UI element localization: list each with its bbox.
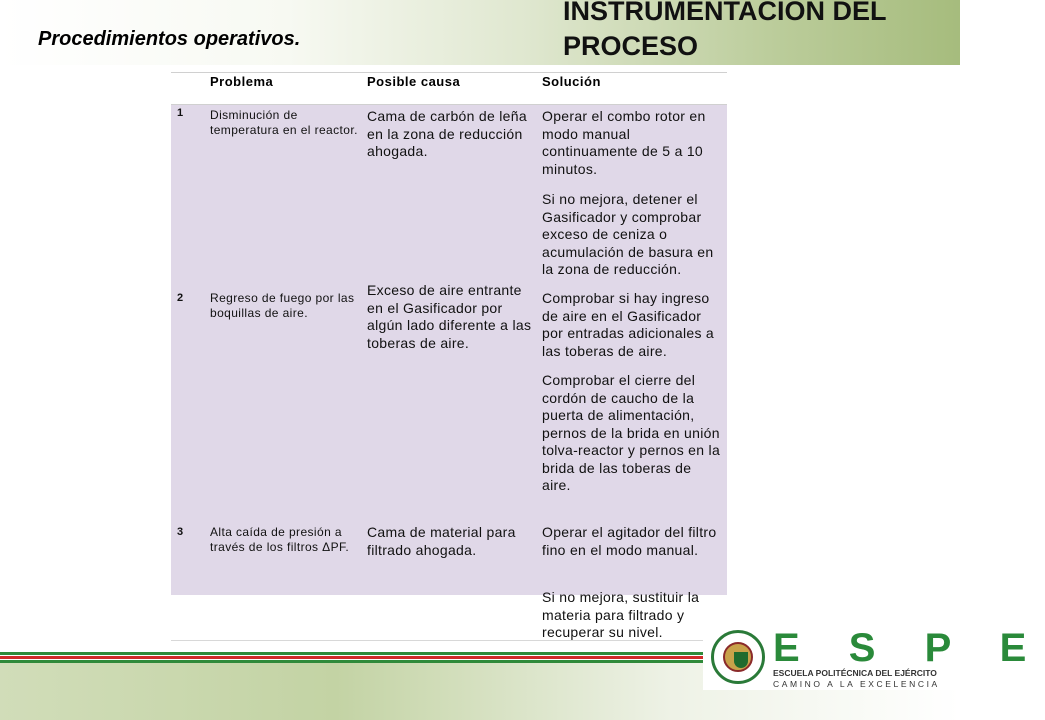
logo-institution-name: ESCUELA POLITÉCNICA DEL EJÉRCITO <box>773 668 937 678</box>
footer-stripe-red <box>0 656 703 659</box>
table-header <box>171 72 727 105</box>
university-seal-icon <box>711 630 765 684</box>
logo-wordmark: E S P E <box>773 626 1045 670</box>
row-number: 3 <box>177 526 184 538</box>
row-number: 1 <box>177 107 184 119</box>
solution-cell: Operar el combo rotor en modo manual continuamente de 5 a 10 minutos. <box>542 108 706 177</box>
footer-stripe-green-2 <box>0 660 703 663</box>
page-title-line-2: PROCESO <box>563 31 699 61</box>
cause-cell: Exceso de aire entrante en el Gasificador por algún lado diferente a las toberas de aire. <box>367 282 532 351</box>
cause-cell: Cama de material para filtrado ahogada. <box>367 524 516 558</box>
page-title-line-1: INSTRUMENTACION DEL <box>563 0 887 26</box>
solution-cell: Comprobar si hay ingreso de aire en el Gasificador por entradas adicionales a las toberas de aire. <box>542 290 715 359</box>
solution-cell-secondary: Comprobar el cierre del cordón de caucho de la puerta de alimentación, pernos de la brida en unión tolva-reactor y pernos en la brida de las toberas de aire. <box>542 372 721 493</box>
problem-cell: Alta caída de presión a través de los filtros ΔPF. <box>210 525 350 554</box>
row-number: 2 <box>177 292 184 304</box>
page-subtitle: Procedimientos operativos. <box>38 28 301 50</box>
footer-stripe-green <box>0 652 703 655</box>
espe-logo <box>703 624 1045 690</box>
solution-cell-secondary: Si no mejora, sustituir la materia para filtrado y recuperar su nivel. <box>542 589 700 640</box>
column-header-causa: Posible causa <box>367 74 461 89</box>
page-title <box>563 0 887 64</box>
column-header-problema: Problema <box>210 74 274 89</box>
solution-cell: Operar el agitador del filtro fino en el modo manual. <box>542 524 717 558</box>
problem-cell: Regreso de fuego por las boquillas de aire. <box>210 291 355 320</box>
logo-tagline: CAMINO A LA EXCELENCIA <box>773 679 940 689</box>
cause-cell: Cama de carbón de leña en la zona de reducción ahogada. <box>367 108 527 159</box>
solution-cell-secondary: Si no mejora, detener el Gasificador y comprobar exceso de ceniza o acumulación de basura en la zona de reducción. <box>542 191 714 277</box>
column-header-solucion: Solución <box>542 74 601 89</box>
seal-shield-icon <box>734 652 748 668</box>
problem-cell: Disminución de temperatura en el reactor. <box>210 108 358 137</box>
procedures-table <box>171 72 727 641</box>
